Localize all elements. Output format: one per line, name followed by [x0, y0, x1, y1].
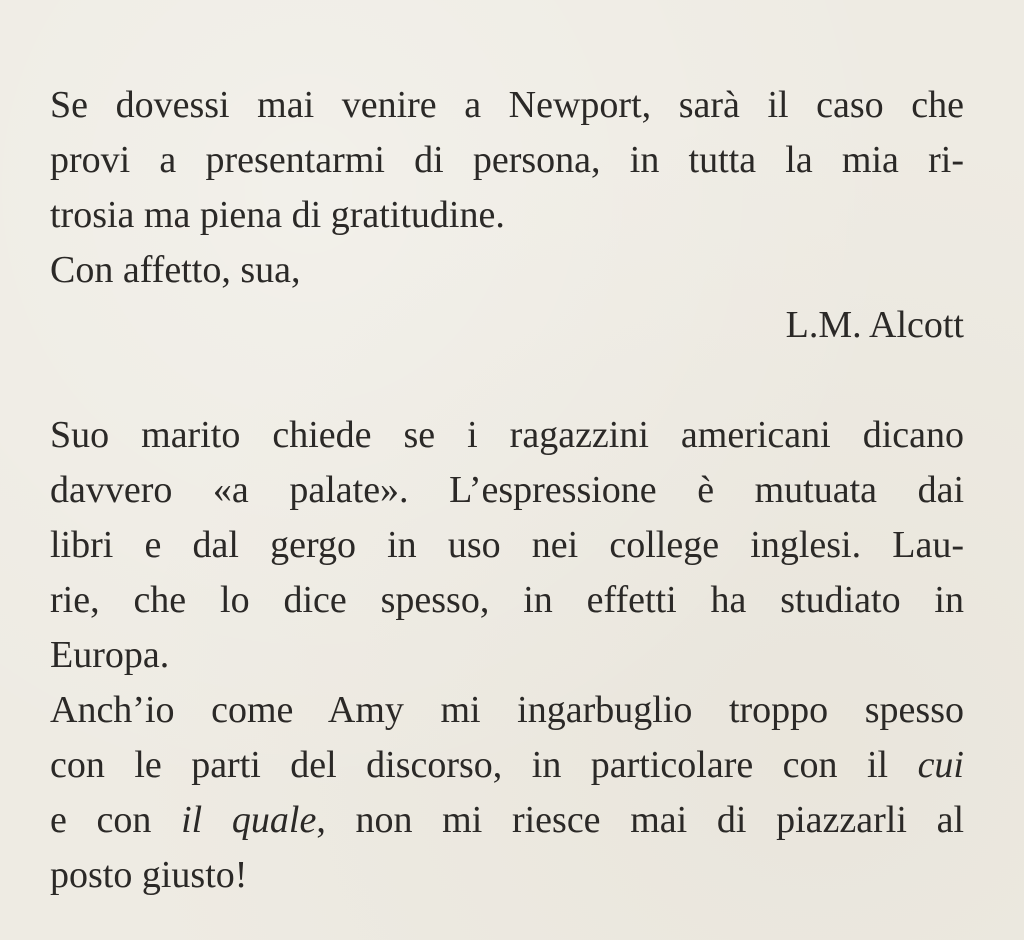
- letter-line-2: provi a presentarmi di persona, in tutta la mia ri-: [50, 139, 964, 181]
- letter-line-3: trosia ma piena di gratitudine.: [50, 194, 505, 236]
- note-line-5: Europa.: [50, 634, 170, 676]
- italic-cui: cui: [917, 744, 964, 786]
- letter-signature: L.M. Alcott: [785, 304, 964, 346]
- note-line-8-text-b: , non mi riesce mai di piazzarli al: [316, 799, 965, 841]
- note-line-7-text: con le parti del discorso, in particolare con il: [50, 744, 918, 786]
- letter-line-1: Se dovessi mai venire a Newport, sarà il caso che: [50, 84, 964, 126]
- paragraph-gap: [50, 353, 964, 408]
- note-line-1: Suo marito chiede se i ragazzini americani dicano: [50, 414, 964, 456]
- text-block: [50, 78, 964, 903]
- note-line-4: rie, che lo dice spesso, in effetti ha studiato in: [50, 579, 964, 621]
- note-line-3: libri e dal gergo in uso nei college inglesi. Lau-: [50, 524, 964, 566]
- note-line-2: davvero «a palate». L’espressione è mutuata dai: [50, 469, 964, 511]
- note-line-7: [50, 738, 964, 793]
- italic-il-quale: il quale: [181, 799, 317, 841]
- note-line-8: [50, 793, 964, 848]
- note-line-9: posto giusto!: [50, 854, 248, 896]
- note-line-8-text-a: e con: [50, 799, 182, 841]
- letter-closing: Con affetto, sua,: [50, 249, 301, 291]
- note-line-6: Anch’io come Amy mi ingarbuglio troppo spesso: [50, 689, 964, 731]
